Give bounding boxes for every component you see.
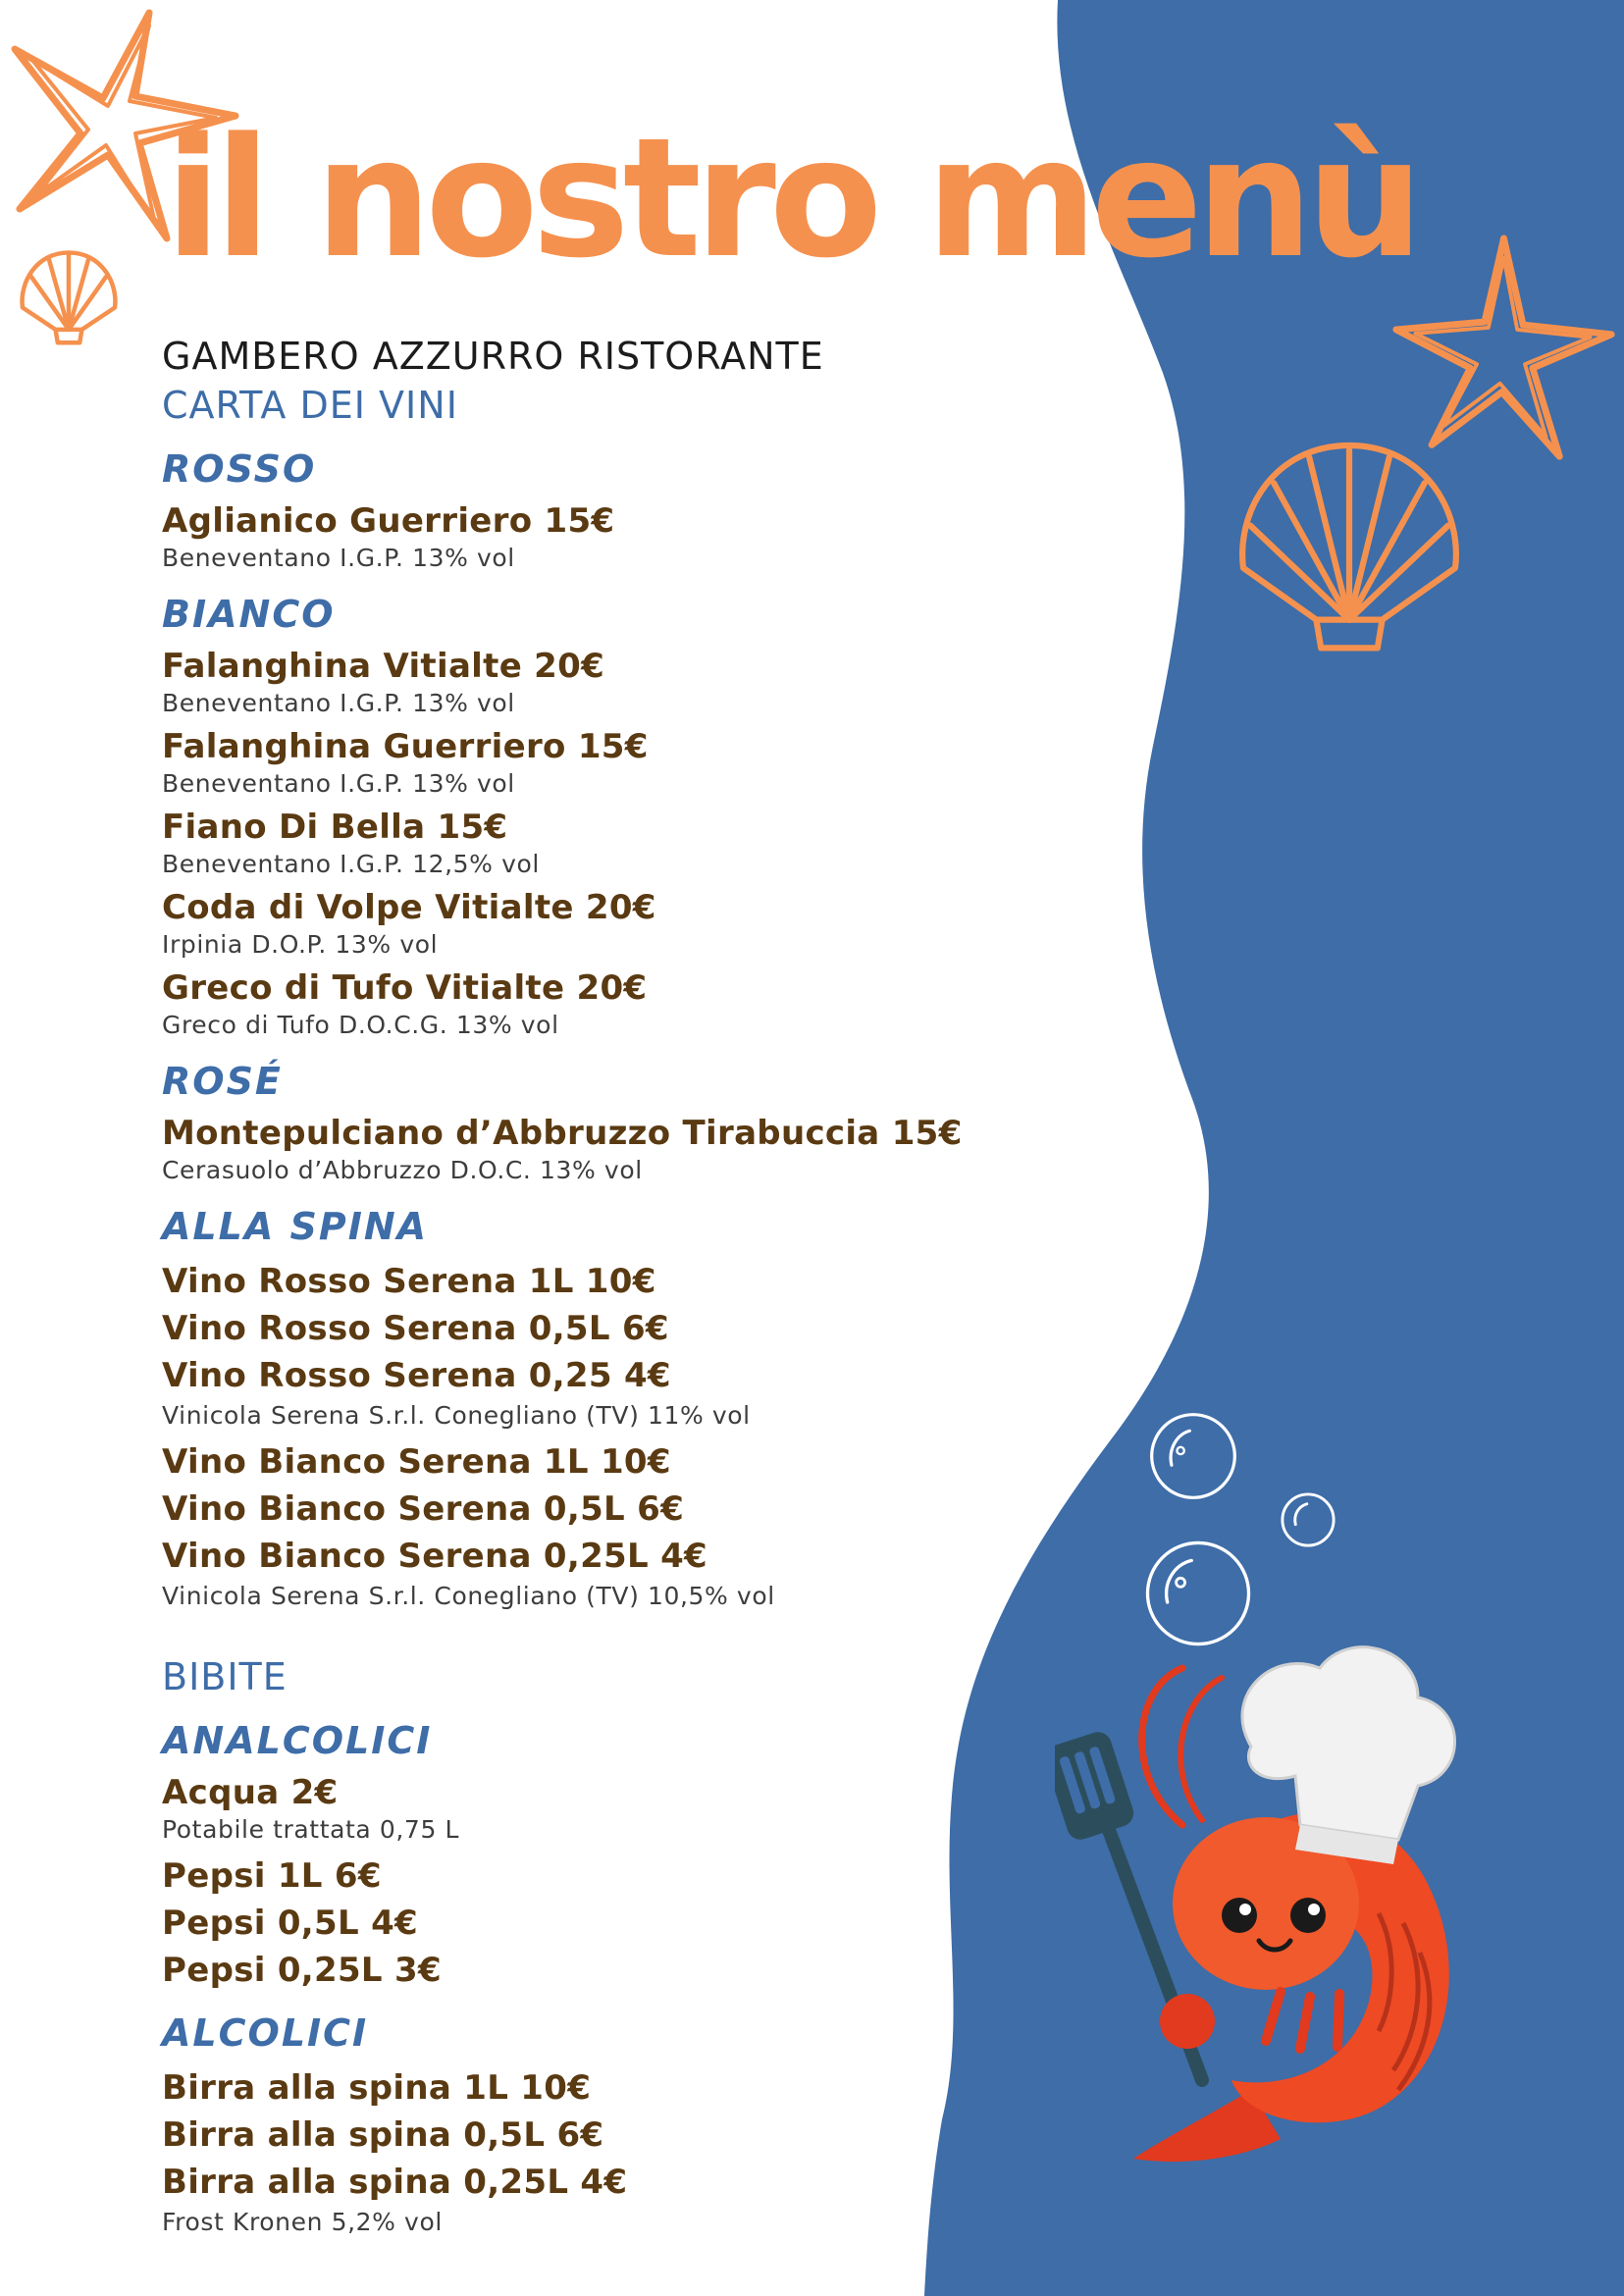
menu-item [162, 967, 1143, 1042]
item-description: Beneventano I.G.P. 12,5% vol [162, 850, 540, 878]
item-title: Vino Bianco Serena 0,5L 6€ [162, 1489, 685, 1529]
menu-item-group [162, 1438, 1143, 1613]
menu-item [162, 726, 1143, 801]
menu-item-group [162, 1258, 1143, 1433]
item-title: Aglianico Guerriero 15€ [162, 501, 615, 541]
item-description: Beneventano I.G.P. 13% vol [162, 544, 515, 572]
item-description: Frost Kronen 5,2% vol [162, 2208, 443, 2236]
item-title: Vino Rosso Serena 1L 10€ [162, 1262, 656, 1301]
item-title: Acqua 2€ [162, 1773, 339, 1812]
category-heading-alcolici: ALCOLICI [162, 2011, 369, 2055]
menu-title: il nostro menù [165, 102, 1417, 294]
item-title: Pepsi 1L 6€ [162, 1856, 382, 1896]
bubble-icon [1148, 1411, 1238, 1501]
item-description: Vinicola Serena S.r.l. Conegliano (TV) 10,5% vol [162, 1582, 775, 1610]
item-description: Irpinia D.O.P. 13% vol [162, 930, 439, 959]
category-heading-rosso: ROSSO [162, 447, 317, 491]
item-title: Greco di Tufo Vitialte 20€ [162, 968, 648, 1008]
category-heading-analcolici: ANALCOLICI [162, 1719, 433, 1762]
menu-item-group [162, 1852, 1143, 1994]
item-title: Pepsi 0,5L 4€ [162, 1904, 418, 1943]
menu-item [162, 1772, 1143, 1847]
item-description: Vinicola Serena S.r.l. Conegliano (TV) 11% vol [162, 1401, 751, 1430]
item-title: Birra alla spina 0,5L 6€ [162, 2115, 604, 2155]
bubble-icon [1280, 1491, 1336, 1548]
item-title: Vino Bianco Serena 1L 10€ [162, 1442, 671, 1482]
item-title: Montepulciano d’Abbruzzo Tirabuccia 15€ [162, 1114, 963, 1153]
item-title: Coda di Volpe Vitialte 20€ [162, 888, 656, 927]
item-title: Falanghina Guerriero 15€ [162, 727, 649, 766]
menu-item [162, 887, 1143, 962]
category-heading-alla-spina: ALLA SPINA [162, 1205, 429, 1248]
item-description: Beneventano I.G.P. 13% vol [162, 689, 515, 717]
item-description: Beneventano I.G.P. 13% vol [162, 769, 515, 798]
menu-item-group [162, 2064, 1143, 2239]
menu-item [162, 807, 1143, 881]
seashell-icon [14, 239, 124, 349]
item-title: Vino Rosso Serena 0,5L 6€ [162, 1309, 669, 1348]
item-title: Pepsi 0,25L 3€ [162, 1951, 442, 1990]
item-description: Potabile trattata 0,75 L [162, 1815, 460, 1844]
menu-item [162, 1113, 1143, 1187]
menu-item [162, 646, 1143, 720]
menu-content [162, 332, 1143, 2239]
item-title: Falanghina Vitialte 20€ [162, 647, 605, 686]
item-title: Fiano Di Bella 15€ [162, 808, 508, 847]
item-title: Birra alla spina 0,25L 4€ [162, 2163, 628, 2202]
menu-item [162, 500, 1143, 575]
drinks-label: BIBITE [162, 1655, 288, 1698]
seashell-icon [1231, 422, 1467, 657]
wine-list-label: CARTA DEI VINI [162, 384, 458, 427]
item-title: Vino Rosso Serena 0,25 4€ [162, 1356, 671, 1395]
item-title: Vino Bianco Serena 0,25L 4€ [162, 1537, 708, 1576]
item-title: Birra alla spina 1L 10€ [162, 2068, 592, 2108]
category-heading-rose: ROSÉ [162, 1060, 283, 1103]
item-description: Cerasuolo d’Abbruzzo D.O.C. 13% vol [162, 1156, 643, 1184]
restaurant-name: GAMBERO AZZURRO RISTORANTE [162, 335, 824, 378]
category-heading-bianco: BIANCO [162, 593, 336, 636]
item-description: Greco di Tufo D.O.C.G. 13% vol [162, 1011, 559, 1039]
